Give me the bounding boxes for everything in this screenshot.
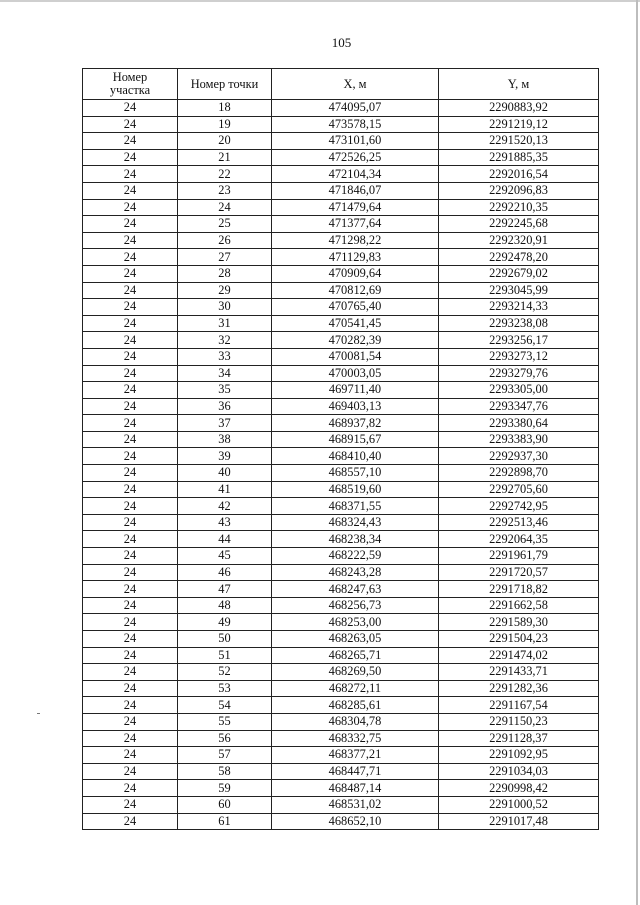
- cell-y: 2293380,64: [439, 415, 599, 432]
- cell-x: 473101,60: [272, 133, 439, 150]
- cell-y: 2292210,35: [439, 199, 599, 216]
- cell-point-number: 58: [178, 763, 272, 780]
- cell-plot-number: 24: [83, 232, 178, 249]
- cell-plot-number: 24: [83, 647, 178, 664]
- cell-point-number: 21: [178, 149, 272, 166]
- cell-x: 468487,14: [272, 780, 439, 797]
- cell-point-number: 42: [178, 498, 272, 515]
- cell-point-number: 49: [178, 614, 272, 631]
- cell-x: 471129,83: [272, 249, 439, 266]
- cell-point-number: 22: [178, 166, 272, 183]
- cell-y: 2291092,95: [439, 747, 599, 764]
- cell-x: 468447,71: [272, 763, 439, 780]
- cell-plot-number: 24: [83, 166, 178, 183]
- cell-plot-number: 24: [83, 465, 178, 482]
- cell-x: 468285,61: [272, 697, 439, 714]
- cell-point-number: 51: [178, 647, 272, 664]
- cell-x: 468272,11: [272, 680, 439, 697]
- cell-x: 468915,67: [272, 431, 439, 448]
- cell-plot-number: 24: [83, 282, 178, 299]
- cell-y: 2293273,12: [439, 348, 599, 365]
- cell-plot-number: 24: [83, 398, 178, 415]
- cell-y: 2292679,02: [439, 265, 599, 282]
- table-row: [83, 299, 599, 316]
- cell-x: 468652,10: [272, 813, 439, 830]
- cell-plot-number: 24: [83, 265, 178, 282]
- cell-y: 2291520,13: [439, 133, 599, 150]
- cell-plot-number: 24: [83, 116, 178, 133]
- table-row: [83, 581, 599, 598]
- cell-y: 2292016,54: [439, 166, 599, 183]
- cell-point-number: 23: [178, 182, 272, 199]
- cell-x: 468269,50: [272, 664, 439, 681]
- cell-point-number: 52: [178, 664, 272, 681]
- cell-point-number: 20: [178, 133, 272, 150]
- cell-point-number: 34: [178, 365, 272, 382]
- header-x: X, м: [272, 69, 439, 100]
- cell-x: 470812,69: [272, 282, 439, 299]
- cell-plot-number: 24: [83, 348, 178, 365]
- table-row: [83, 265, 599, 282]
- cell-point-number: 53: [178, 680, 272, 697]
- cell-point-number: 37: [178, 415, 272, 432]
- table-row: [83, 730, 599, 747]
- cell-point-number: 41: [178, 481, 272, 498]
- table-row: [83, 232, 599, 249]
- cell-x: 470909,64: [272, 265, 439, 282]
- cell-plot-number: 24: [83, 498, 178, 515]
- cell-x: 468247,63: [272, 581, 439, 598]
- cell-x: 468304,78: [272, 713, 439, 730]
- cell-x: 468377,21: [272, 747, 439, 764]
- table-row: [83, 481, 599, 498]
- cell-point-number: 56: [178, 730, 272, 747]
- cell-plot-number: 24: [83, 149, 178, 166]
- table-row: [83, 382, 599, 399]
- cell-y: 2291017,48: [439, 813, 599, 830]
- table-row: [83, 697, 599, 714]
- cell-plot-number: 24: [83, 697, 178, 714]
- table-row: [83, 249, 599, 266]
- page-number: 105: [331, 35, 352, 50]
- table-row: [83, 182, 599, 199]
- table-row: [83, 465, 599, 482]
- table-row: [83, 149, 599, 166]
- cell-y: 2291219,12: [439, 116, 599, 133]
- cell-point-number: 61: [178, 813, 272, 830]
- cell-y: 2290998,42: [439, 780, 599, 797]
- table-row: [83, 664, 599, 681]
- cell-y: 2291885,35: [439, 149, 599, 166]
- cell-y: 2292513,46: [439, 514, 599, 531]
- cell-x: 468557,10: [272, 465, 439, 482]
- cell-point-number: 24: [178, 199, 272, 216]
- table-row: [83, 564, 599, 581]
- table-row: [83, 763, 599, 780]
- table-row: [83, 166, 599, 183]
- cell-plot-number: 24: [83, 730, 178, 747]
- cell-plot-number: 24: [83, 415, 178, 432]
- cell-y: 2291589,30: [439, 614, 599, 631]
- cell-plot-number: 24: [83, 680, 178, 697]
- cell-x: 470282,39: [272, 332, 439, 349]
- cell-x: 470003,05: [272, 365, 439, 382]
- cell-point-number: 50: [178, 631, 272, 648]
- cell-x: 470081,54: [272, 348, 439, 365]
- cell-x: 473578,15: [272, 116, 439, 133]
- cell-point-number: 19: [178, 116, 272, 133]
- cell-point-number: 45: [178, 548, 272, 565]
- table-row: [83, 448, 599, 465]
- cell-y: 2293045,99: [439, 282, 599, 299]
- cell-x: 469711,40: [272, 382, 439, 399]
- cell-x: 468531,02: [272, 796, 439, 813]
- table-row: [83, 216, 599, 233]
- cell-plot-number: 24: [83, 713, 178, 730]
- table-row: [83, 199, 599, 216]
- cell-y: 2290883,92: [439, 100, 599, 117]
- cell-x: 468222,59: [272, 548, 439, 565]
- cell-point-number: 55: [178, 713, 272, 730]
- scan-speck: [37, 713, 40, 714]
- cell-point-number: 57: [178, 747, 272, 764]
- cell-y: 2291961,79: [439, 548, 599, 565]
- cell-point-number: 59: [178, 780, 272, 797]
- cell-y: 2291720,57: [439, 564, 599, 581]
- cell-y: 2293305,00: [439, 382, 599, 399]
- cell-x: 469403,13: [272, 398, 439, 415]
- cell-x: 468410,40: [272, 448, 439, 465]
- cell-plot-number: 24: [83, 597, 178, 614]
- cell-plot-number: 24: [83, 315, 178, 332]
- coordinates-table: [82, 68, 599, 830]
- cell-point-number: 48: [178, 597, 272, 614]
- table-row: [83, 780, 599, 797]
- cell-x: 472526,25: [272, 149, 439, 166]
- table-row: [83, 631, 599, 648]
- cell-y: 2291282,36: [439, 680, 599, 697]
- cell-x: 468243,28: [272, 564, 439, 581]
- cell-plot-number: 24: [83, 514, 178, 531]
- cell-point-number: 25: [178, 216, 272, 233]
- cell-point-number: 32: [178, 332, 272, 349]
- cell-y: 2291718,82: [439, 581, 599, 598]
- cell-plot-number: 24: [83, 763, 178, 780]
- cell-plot-number: 24: [83, 631, 178, 648]
- cell-plot-number: 24: [83, 548, 178, 565]
- cell-y: 2292742,95: [439, 498, 599, 515]
- cell-plot-number: 24: [83, 431, 178, 448]
- cell-x: 468253,00: [272, 614, 439, 631]
- cell-y: 2292245,68: [439, 216, 599, 233]
- cell-y: 2291150,23: [439, 713, 599, 730]
- cell-plot-number: 24: [83, 531, 178, 548]
- cell-y: 2292937,30: [439, 448, 599, 465]
- cell-plot-number: 24: [83, 747, 178, 764]
- cell-y: 2293347,76: [439, 398, 599, 415]
- cell-x: 468937,82: [272, 415, 439, 432]
- cell-plot-number: 24: [83, 332, 178, 349]
- table-row: [83, 796, 599, 813]
- table-row: [83, 348, 599, 365]
- cell-x: 468265,71: [272, 647, 439, 664]
- table-row: [83, 365, 599, 382]
- cell-y: 2293256,17: [439, 332, 599, 349]
- cell-x: 471479,64: [272, 199, 439, 216]
- cell-plot-number: 24: [83, 182, 178, 199]
- cell-point-number: 26: [178, 232, 272, 249]
- cell-y: 2292320,91: [439, 232, 599, 249]
- cell-plot-number: 24: [83, 448, 178, 465]
- cell-y: 2292064,35: [439, 531, 599, 548]
- table-row: [83, 100, 599, 117]
- table-row: [83, 614, 599, 631]
- cell-y: 2291000,52: [439, 796, 599, 813]
- cell-point-number: 54: [178, 697, 272, 714]
- cell-plot-number: 24: [83, 365, 178, 382]
- cell-point-number: 18: [178, 100, 272, 117]
- cell-point-number: 40: [178, 465, 272, 482]
- cell-x: 468256,73: [272, 597, 439, 614]
- table-row: [83, 680, 599, 697]
- cell-plot-number: 24: [83, 614, 178, 631]
- cell-y: 2293279,76: [439, 365, 599, 382]
- table-row: [83, 315, 599, 332]
- cell-y: 2292096,83: [439, 182, 599, 199]
- cell-y: 2292705,60: [439, 481, 599, 498]
- cell-plot-number: 24: [83, 664, 178, 681]
- cell-x: 474095,07: [272, 100, 439, 117]
- cell-y: 2293238,08: [439, 315, 599, 332]
- cell-y: 2291128,37: [439, 730, 599, 747]
- cell-x: 468332,75: [272, 730, 439, 747]
- cell-x: 468519,60: [272, 481, 439, 498]
- cell-y: 2291167,54: [439, 697, 599, 714]
- cell-plot-number: 24: [83, 199, 178, 216]
- cell-y: 2293214,33: [439, 299, 599, 316]
- table-row: [83, 498, 599, 515]
- cell-point-number: 31: [178, 315, 272, 332]
- cell-y: 2291034,03: [439, 763, 599, 780]
- cell-plot-number: 24: [83, 780, 178, 797]
- table-row: [83, 531, 599, 548]
- table-row: [83, 332, 599, 349]
- cell-x: 471846,07: [272, 182, 439, 199]
- cell-y: 2291662,58: [439, 597, 599, 614]
- cell-plot-number: 24: [83, 299, 178, 316]
- cell-point-number: 36: [178, 398, 272, 415]
- cell-y: 2293383,90: [439, 431, 599, 448]
- cell-x: 470765,40: [272, 299, 439, 316]
- cell-point-number: 44: [178, 531, 272, 548]
- cell-x: 471377,64: [272, 216, 439, 233]
- table-row: [83, 116, 599, 133]
- cell-plot-number: 24: [83, 564, 178, 581]
- cell-plot-number: 24: [83, 100, 178, 117]
- cell-plot-number: 24: [83, 382, 178, 399]
- cell-point-number: 27: [178, 249, 272, 266]
- cell-y: 2291474,02: [439, 647, 599, 664]
- cell-y: 2292478,20: [439, 249, 599, 266]
- table-row: [83, 415, 599, 432]
- cell-plot-number: 24: [83, 133, 178, 150]
- cell-x: 472104,34: [272, 166, 439, 183]
- cell-point-number: 28: [178, 265, 272, 282]
- table-row: [83, 647, 599, 664]
- table-row: [83, 747, 599, 764]
- cell-plot-number: 24: [83, 216, 178, 233]
- cell-plot-number: 24: [83, 581, 178, 598]
- cell-point-number: 35: [178, 382, 272, 399]
- cell-y: 2291433,71: [439, 664, 599, 681]
- cell-point-number: 38: [178, 431, 272, 448]
- header-point-number: Номер точки: [178, 69, 272, 100]
- cell-plot-number: 24: [83, 481, 178, 498]
- cell-point-number: 43: [178, 514, 272, 531]
- cell-y: 2292898,70: [439, 465, 599, 482]
- scan-edge-right: [636, 0, 638, 905]
- cell-point-number: 29: [178, 282, 272, 299]
- cell-plot-number: 24: [83, 796, 178, 813]
- table-row: [83, 431, 599, 448]
- table-row: [83, 282, 599, 299]
- cell-x: 468238,34: [272, 531, 439, 548]
- cell-y: 2291504,23: [439, 631, 599, 648]
- scan-edge-top: [0, 0, 640, 2]
- cell-x: 468324,43: [272, 514, 439, 531]
- cell-point-number: 60: [178, 796, 272, 813]
- cell-plot-number: 24: [83, 249, 178, 266]
- header-plot-number: Номер участка: [83, 69, 178, 100]
- cell-x: 468371,55: [272, 498, 439, 515]
- cell-x: 470541,45: [272, 315, 439, 332]
- header-y: Y, м: [439, 69, 599, 100]
- cell-point-number: 46: [178, 564, 272, 581]
- cell-point-number: 47: [178, 581, 272, 598]
- cell-plot-number: 24: [83, 813, 178, 830]
- cell-point-number: 30: [178, 299, 272, 316]
- table-header-row: [83, 69, 599, 100]
- table-row: [83, 398, 599, 415]
- table-row: [83, 514, 599, 531]
- cell-point-number: 33: [178, 348, 272, 365]
- table-row: [83, 133, 599, 150]
- table-body: [83, 100, 599, 830]
- table-row: [83, 597, 599, 614]
- cell-point-number: 39: [178, 448, 272, 465]
- cell-x: 471298,22: [272, 232, 439, 249]
- table-row: [83, 548, 599, 565]
- table-row: [83, 813, 599, 830]
- cell-x: 468263,05: [272, 631, 439, 648]
- table-row: [83, 713, 599, 730]
